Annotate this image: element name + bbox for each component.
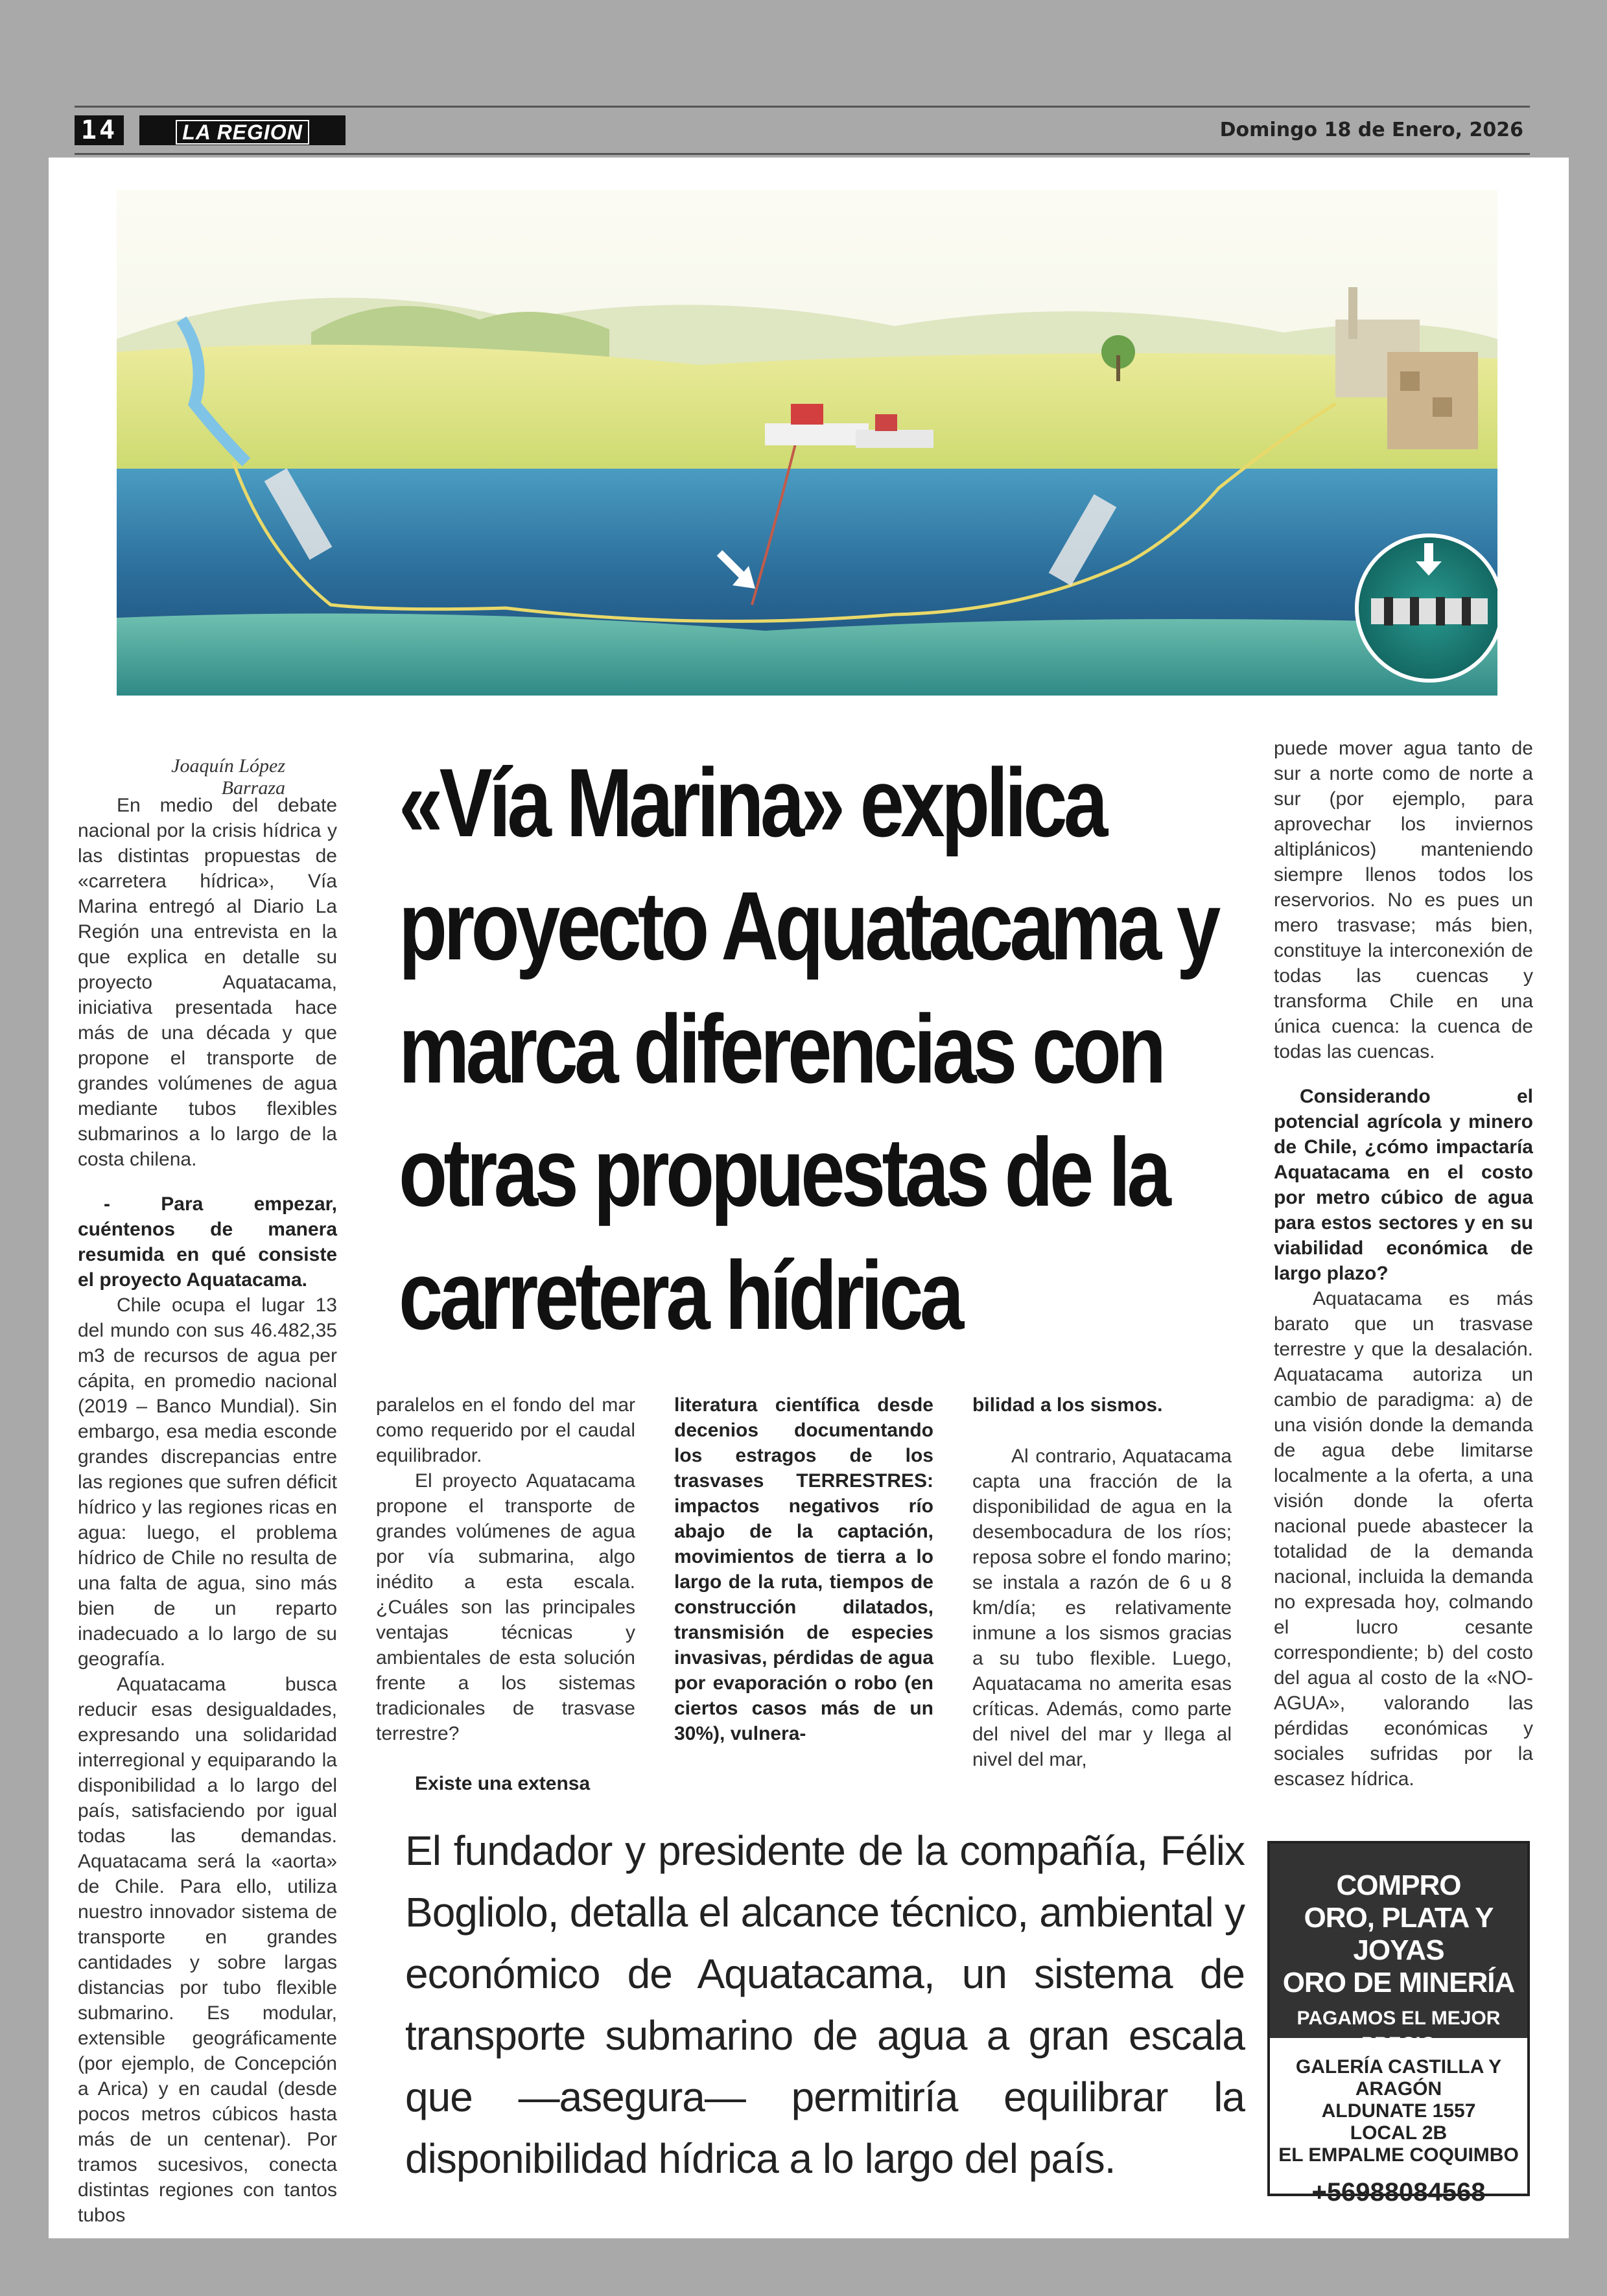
paragraph: El proyecto Aquatacama propone el transporte de grandes volúmenes de agua por vía submarina, algo inédito a esta escala. ¿Cuáles son las principales ventajas técnicas y ambientales de esta solución frente a los sistemas tradicionales de trasvase terrestre? <box>376 1470 635 1744</box>
paragraph: Chile ocupa el lugar 13 del mundo con sus 46.482,35 m3 de recursos de agua per cápita, en promedio nacional (2019 – Banco Mundial). Sin embargo, esa media esconde grandes discrepancias entre las regiones que sufren déficit hídrico y las regiones ricas en agua: luego, el problema hídrico de Chile no resulta de una falta de agua, sino más bien de un reparto inadecuado a lo largo de su geografía. <box>78 1294 337 1670</box>
column-4 <box>972 1392 1232 1772</box>
interview-question: Existe una extensa <box>415 1773 591 1794</box>
ad-address-line: EL EMPALME COQUIMBO <box>1278 2144 1519 2166</box>
column-2 <box>376 1392 635 1796</box>
ad-heading <box>1270 1844 1527 1999</box>
aquatacama-illustration <box>117 190 1497 696</box>
paragraph: Aquatacama busca reducir esas desigualdades, expresando una solidaridad interregional y equiparando la disponibilidad a lo largo del país, satisfaciendo por igual todas las demandas. Aquatacama será la «aorta» de Chile. Para ello, utiliza nuestro innovador sistema de transporte en grandes cantidades y sobre largas distancias por tubo flexible submarino. Es modular, extensible geográficamente (por ejemplo, de Concepción a Arica) y en caudal (desde pocos metros cúbicos hasta más de un centenar). Por tramos sucesivos, conecta distintas regiones con tantos tubos <box>78 1674 337 2226</box>
paper-name <box>139 115 346 145</box>
paragraph: En medio del debate nacional por la crisis hídrica y las distintas propuestas de «carretera hídrica», Vía Marina entregó al Diario La Región una entrevista en la que explica en detalle su proyecto Aquatacama, iniciativa presentada hace más de una década y que propone el transporte de grandes volúmenes de agua mediante tubos flexibles submarinos a lo largo de la costa chilena. <box>78 795 337 1170</box>
paragraph: Al contrario, Aquatacama capta una fracción de la disponibilidad de agua en la desembocadura de los ríos; reposa sobre el fondo marino; se instala a razón de 6 u 8 km/día; es relativamente inmune a los sismos gracias a su tubo flexible. Luego, Aquatacama no amerita esas críticas. Además, como parte del nivel del mar y llega al nivel del mar, <box>972 1446 1232 1770</box>
ad-address-line: LOCAL 2B <box>1350 2122 1448 2144</box>
ad-header <box>1270 1844 1527 2055</box>
issue-date: Domingo 18 de Enero, 2026 <box>1219 119 1523 141</box>
lede: El fundador y presidente de la compañía, Félix Bogliolo, detalla el alcance técnico, ambiental y económico de Aquatacama, un sistema de transporte submarino de agua a gran escala que —asegura— permitiría equilibrar la disponibilidad hídrica a lo largo del país. <box>405 1827 1245 2182</box>
ad-heading-line: COMPRO <box>1336 1869 1461 1901</box>
interview-question: - Para empezar, cuéntenos de manera resumida en qué consiste el proyecto Aquatacama. <box>78 1193 337 1291</box>
paper-name-text: LA REGION <box>176 120 309 145</box>
interview-question: Considerando el potencial agrícola y minero de Chile, ¿cómo impactaría Aquatacama en el costo por metro cúbico de agua para estos sectores y en su viabilidad económica de largo plazo? <box>1274 1086 1533 1284</box>
ad-address <box>1270 2038 1527 2209</box>
ad-address-line: GALERÍA CASTILLA Y ARAGÓN <box>1295 2056 1502 2100</box>
column-1 <box>78 793 337 2228</box>
ad-heading-line: ORO, PLATA Y JOYAS <box>1304 1902 1494 1966</box>
masthead <box>75 106 1530 155</box>
paragraph: paralelos en el fondo del mar como requerido por el caudal equilibrador. <box>376 1394 635 1466</box>
column-3 <box>674 1392 933 1746</box>
headline: «Vía Marina» explica proyecto Aquatacama y marca diferencias con otras propuestas de la carretera hídrica <box>399 748 1217 1350</box>
ad-phone: +56988084568 <box>1311 2178 1486 2207</box>
gold-buyer-ad <box>1267 1841 1530 2207</box>
page-number: 14 <box>75 115 124 145</box>
interview-answer-bold: bilidad a los sismos. <box>972 1394 1163 1416</box>
ad-tagline: PAGAMOS EL MEJOR PRECIO <box>1296 2008 1501 2055</box>
newspaper-page <box>49 158 1569 2238</box>
column-5 <box>1274 736 1533 1792</box>
interview-answer-bold: literatura científica desde decenios documentando los estragos de los trasvases TERRESTRES: impactos negativos río abajo de la captación, movimientos de tierra a lo largo de la ruta, tiempos de construcción dilatados, transmisión de especies invasivas, pérdidas de agua por evaporación o robo (en ciertos casos más de un 30%), vulnera- <box>674 1394 933 1744</box>
ad-heading-line: ORO DE MINERÍA <box>1282 1967 1515 1998</box>
paragraph: Aquatacama es más barato que un trasvase terrestre y que la desalación. Aquatacama autoriza un cambio de paradigma: a) de una visión donde la demanda de agua debe limitarse localmente a la oferta, a una visión donde la oferta nacional puede abastecer la totalidad de la demanda nacional, incluida la demanda no expresada hoy, colmando el lucro cesante correspondiente; b) del costo del agua al costo de la «NO-AGUA», valorando las pérdidas económicas y sociales sufridas por la escasez hídrica. <box>1274 1288 1533 1790</box>
paragraph: puede mover agua tanto de sur a norte como de norte a sur (por ejemplo, para aprovechar los inviernos altiplánicos) manteniendo siempre llenos todos los reservorios. No es pues un mero trasvase; más bien, constituye la interconexión de todas las cuencas y transforma Chile en una única cuenca: la cuenca de todas las cuencas. <box>1274 738 1533 1062</box>
byline: Joaquín López Barraza <box>171 755 285 799</box>
ad-address-line: ALDUNATE 1557 <box>1321 2100 1476 2122</box>
